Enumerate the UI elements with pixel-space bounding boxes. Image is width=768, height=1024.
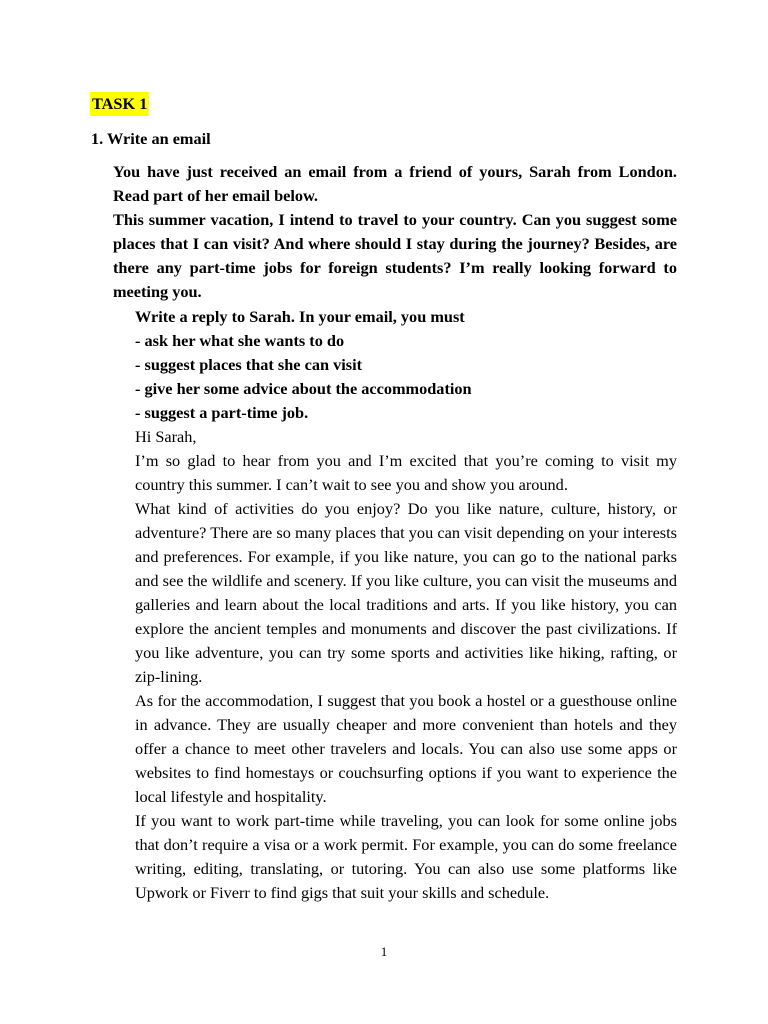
reply-paragraph: If you want to work part-time while traveling, you can look for some online jobs that don’t require a visa or a work permit. For example, you can do some freelance writing, editing, translating, or tutoring. You can also use some platforms like Upwork or Fiverr to find gigs that suit your skills and schedule. <box>135 811 677 902</box>
task-instructions <box>135 305 677 425</box>
prompt-intro: You have just received an email from a friend of yours, Sarah from London. Read part of her email below. <box>113 162 677 205</box>
instruction-line: - suggest places that she can visit <box>135 355 363 374</box>
instruction-line: Write a reply to Sarah. In your email, you must <box>135 307 465 326</box>
page-number: 1 <box>380 944 388 959</box>
prompt-email-excerpt: This summer vacation, I intend to travel to your country. Can you suggest some places that I can visit? And where should I stay during the journey? Besides, are there any part-time jobs for foreign students? I’m really looking forward to meeting you. <box>113 210 677 301</box>
sample-reply <box>135 425 677 905</box>
reply-greeting: Hi Sarah, <box>135 427 197 446</box>
reply-paragraph: What kind of activities do you enjoy? Do you like nature, culture, history, or adventure? There are so many places that you can visit depending on your interests and preferences. For example, if you like nature, you can go to the national parks and see the wildlife and scenery. If you like culture, you can visit the museums and galleries and learn about the local traditions and arts. If you like history, you can explore the ancient temples and monuments and discover the past civilizations. If you like adventure, you can try some sports and activities like hiking, rafting, or zip-lining. <box>135 499 677 686</box>
reply-paragraph: I’m so glad to hear from you and I’m excited that you’re coming to visit my country this summer. I can’t wait to see you and show you around. <box>135 451 677 494</box>
instruction-line: - suggest a part-time job. <box>135 403 309 422</box>
task-prompt <box>113 160 677 304</box>
task-title: TASK 1 <box>90 92 149 116</box>
instruction-line: - ask her what she wants to do <box>135 331 345 350</box>
instruction-line: - give her some advice about the accommodation <box>135 379 472 398</box>
reply-paragraph: As for the accommodation, I suggest that you book a hostel or a guesthouse online in advance. They are usually cheaper and more convenient than hotels and they offer a chance to meet other travelers and locals. You can also use some apps or websites to find homestays or couchsurfing options if you want to experience the local lifestyle and hospitality. <box>135 691 677 806</box>
section-heading: 1. Write an email <box>91 129 211 148</box>
